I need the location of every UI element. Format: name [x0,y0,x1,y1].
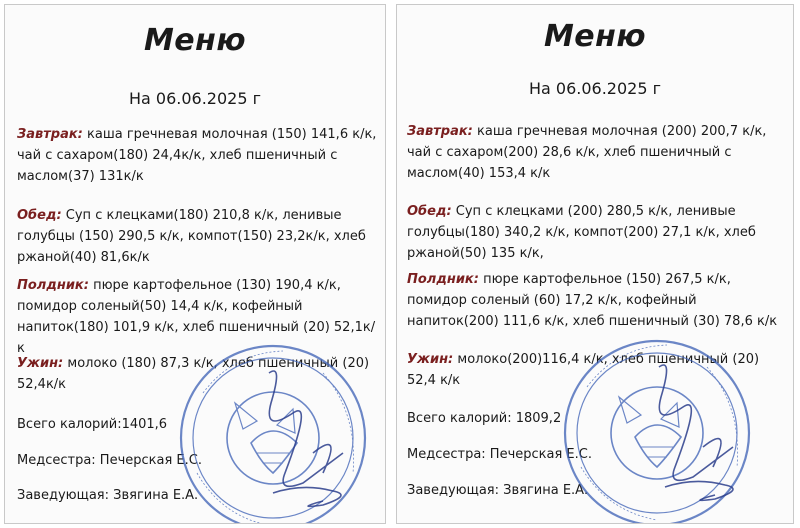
lunch-label: Обед: [407,204,452,219]
dinner-text: молоко(200)116,4 к/к, хлеб пшеничный (20) 52,4 к/к [407,352,760,388]
menu-card-right [396,4,794,524]
total-calories: Всего калорий: 1809,2 [407,411,562,426]
menu-title: Меню [143,23,247,58]
nurse-signature-line: Медсестра: Печерская Е.С. [407,447,592,462]
total-calories: Всего калорий:1401,6 [17,417,168,432]
dinner-label: Ужин: [407,352,454,367]
head-signature-line: Заведующая: Звягина Е.А. [17,488,199,503]
lunch-text: Суп с клецками(180) 210,8 к/к, ленивые голубцы (150) 290,5 к/к, компот(150) 23,2к/к, хлеб ржаной(40) 81,6к/к [17,208,366,265]
menu-date: На 06.06.2025 г [528,79,662,98]
snack-entry [17,275,377,359]
lunch-entry [17,205,377,268]
snack-text: пюре картофельное (130) 190,4 к/к, помидор соленый(50) 14,4 к/к, кофейный напиток(180) 101,9 к/к, хлеб пшеничный (20) 52,1к/к [17,278,376,356]
menu-date: На 06.06.2025 г [128,89,262,108]
dinner-text: молоко (180) 87,3 к/к, хлеб пшеничный (20) 52,4к/к [17,356,370,392]
dinner-entry [17,353,377,395]
breakfast-text: каша гречневая молочная (150) 141,6 к/к, чай с сахаром(180) 24,4к/к, хлеб пшеничный с маслом(37) 131к/к [17,127,377,184]
dinner-label: Ужин: [17,356,64,371]
lunch-entry [407,201,789,264]
nurse-signature-line: Медсестра: Печерская Е.С. [17,453,202,468]
snack-entry [407,269,789,332]
breakfast-text: каша гречневая молочная (200) 200,7 к/к, чай с сахаром(200) 28,6 к/к, хлеб пшеничный с маслом(40) 153,4 к/к [407,124,767,181]
lunch-label: Обед: [17,208,62,223]
breakfast-entry [17,124,377,187]
snack-label: Полдник: [407,272,479,287]
menu-card-left [4,4,386,524]
menu-title: Меню [543,19,647,54]
dinner-entry [407,349,789,391]
lunch-text: Суп с клецками (200) 280,5 к/к, ленивые голубцы(180) 340,2 к/к, компот(200) 27,1 к/к, хлеб ржаной(50) 135 к/к, [407,204,756,261]
breakfast-label: Завтрак: [407,124,473,139]
breakfast-label: Завтрак: [17,127,83,142]
snack-text: пюре картофельное (150) 267,5 к/к, помидор соленый (60) 17,2 к/к, кофейный напиток(200) 111,6 к/к, хлеб пшеничный (30) 78,6 к/к [407,272,778,329]
snack-label: Полдник: [17,278,89,293]
breakfast-entry [407,121,789,184]
head-signature-line: Заведующая: Звягина Е.А. [407,483,589,498]
